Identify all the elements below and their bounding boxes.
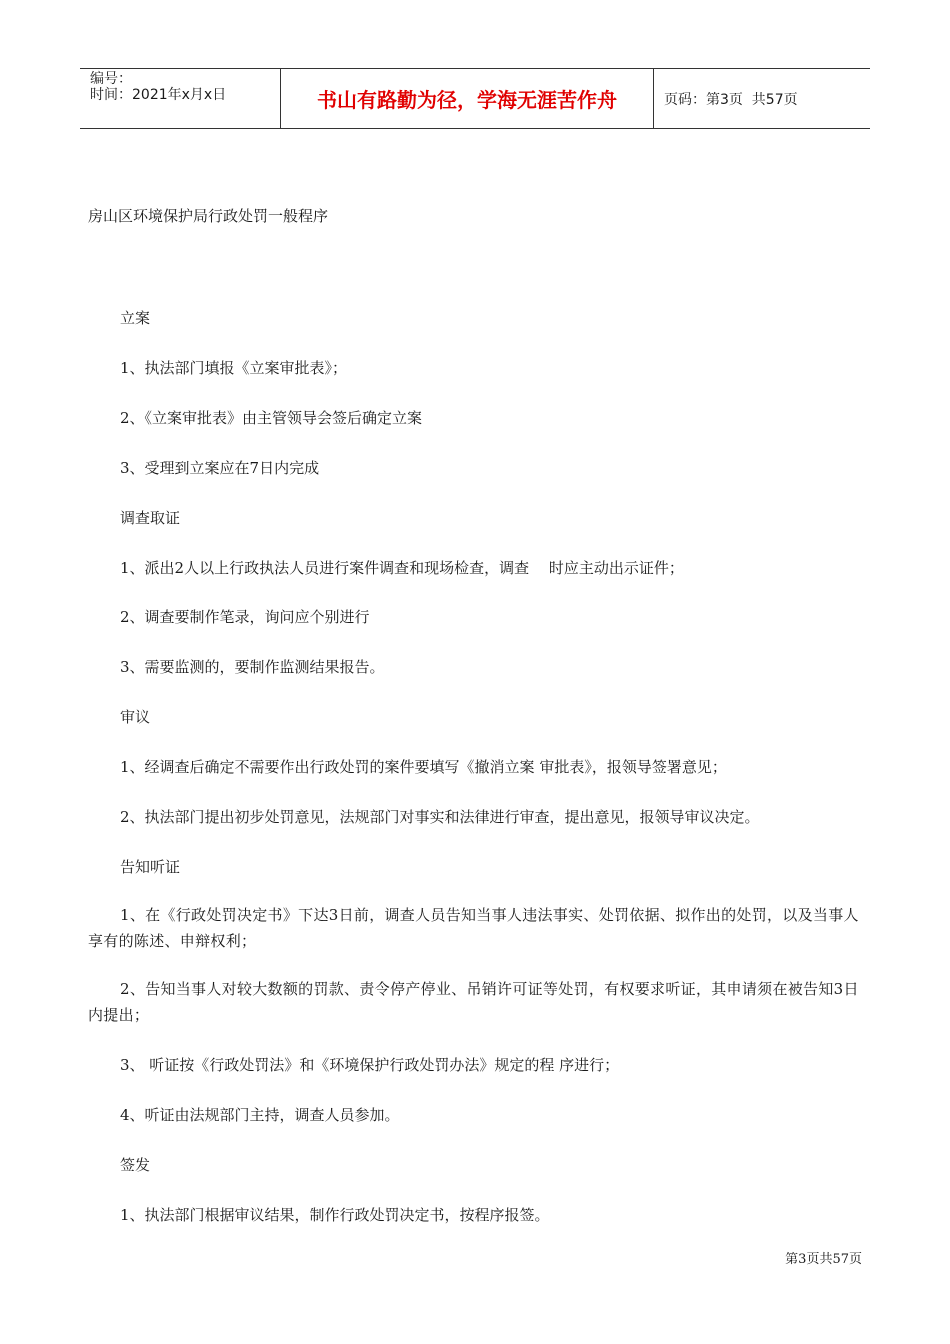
paragraph: 1、派出2人以上行政执法人员进行案件调查和现场检查，调查 时应主动出示证件； bbox=[120, 559, 684, 577]
section-heading: 立案 bbox=[120, 309, 151, 327]
document-title: 房山区环境保护局行政处罚一般程序 bbox=[88, 207, 329, 225]
paragraph: 3、需要监测的，要制作监测结果报告。 bbox=[120, 658, 385, 676]
paragraph: 1、经调查后确定不需要作出行政处罚的案件要填写《撤消立案 审批表》，报领导签署意见； bbox=[120, 758, 727, 776]
section-heading: 签发 bbox=[120, 1156, 151, 1174]
paragraph: 3、受理到立案应在7日内完成 bbox=[120, 459, 320, 477]
section-heading: 审议 bbox=[120, 708, 151, 726]
paragraph: 1、执法部门根据审议结果，制作行政处罚决定书，按程序报签。 bbox=[120, 1206, 550, 1224]
header-meta-cell bbox=[80, 69, 281, 128]
header-page-label: 页码：第3页 共57页 bbox=[664, 91, 798, 108]
paragraph: 4、听证由法规部门主持，调查人员参加。 bbox=[120, 1106, 400, 1124]
number-label: 编号： bbox=[90, 71, 132, 87]
header-page-cell bbox=[654, 69, 870, 128]
section-heading: 调查取证 bbox=[120, 509, 181, 527]
header-motto: 书山有路勤为径，学海无涯苦作舟 bbox=[281, 69, 654, 128]
paragraph: 2、《立案审批表》由主管领导会签后确定立案 bbox=[120, 409, 423, 427]
paragraph: 3、 听证按《行政处罚法》和《环境保护行政处罚办法》规定的程 序进行； bbox=[120, 1056, 620, 1074]
section-heading: 告知听证 bbox=[120, 858, 181, 876]
paragraph: 2、告知当事人对较大数额的罚款、责令停产停业、吊销许可证等处罚，有权要求听证，其申请须在被告知3日内提出； bbox=[88, 980, 859, 1024]
paragraph: 1、执法部门填报《立案审批表》； bbox=[120, 359, 348, 377]
paragraph: 1、在《行政处罚决定书》下达3日前，调查人员告知当事人违法事实、处罚依据、拟作出的处罚，以及当事人享有的陈述、申辩权利； bbox=[88, 906, 859, 950]
paragraph: 2、执法部门提出初步处罚意见，法规部门对事实和法律进行审查，提出意见，报领导审议决定。 bbox=[120, 808, 760, 826]
time-label: 时间：2021年x月x日 bbox=[90, 87, 227, 103]
paragraph: 2、调查要制作笔录，询问应个别进行 bbox=[120, 608, 370, 626]
footer-page-number: 第3页共57页 bbox=[785, 1252, 862, 1267]
header-table bbox=[80, 68, 870, 129]
